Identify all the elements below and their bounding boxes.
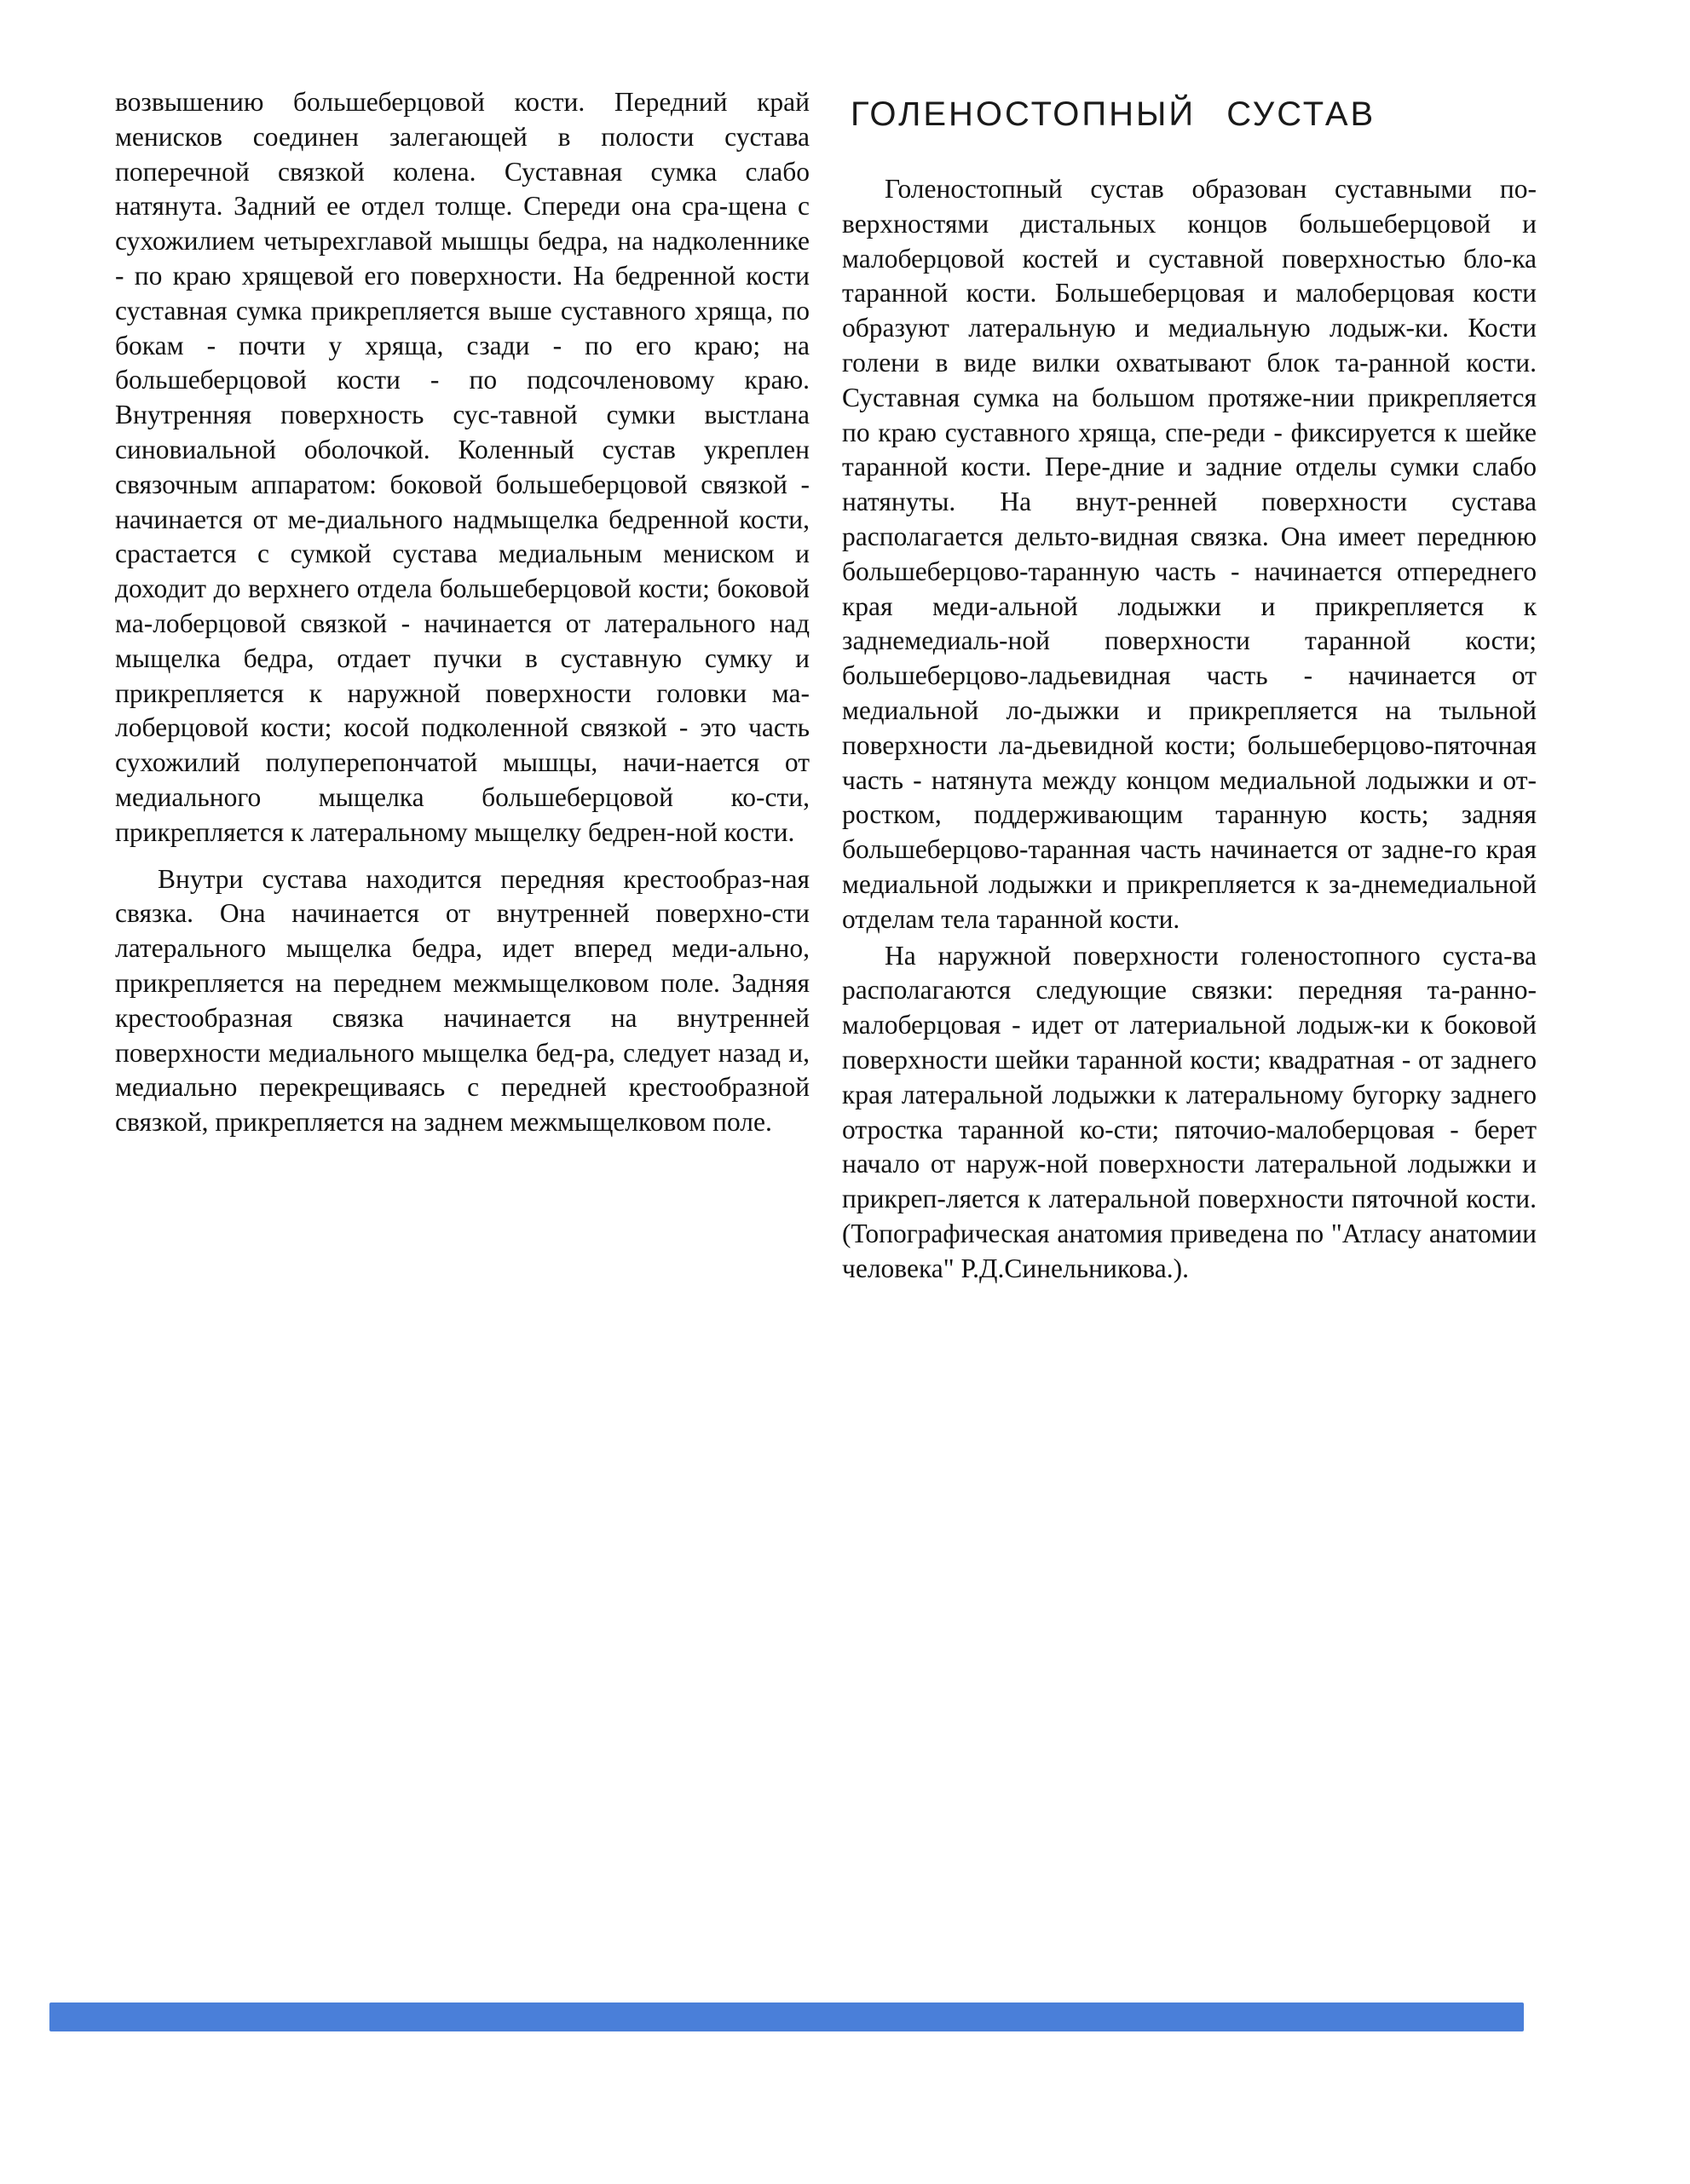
ankle-joint-paragraph-1: Голеностопный сустав образован суставными по-верхностями дистальных концов большеберцовой и малоберцовой костей и суставной поверхностью бло-ка таранной кости. Большеберцовая и малоберцовая кости образуют латеральную и медиальную лодыж-ки. Кости голени в виде вилки охватывают блок та-ранной кости. Суставная сумка на большом протяже-нии прикрепляется по краю суставного хряща, спе-реди - фиксируется к шейке таранной кости. Пере-дние и задние отделы сумки слабо натянуты. На внут-ренней поверхности сустава располагается дельто-видная связка. Она имеет переднюю большеберцово-таранную часть - начинается отпереднего края меди-альной лодыжки и прикрепляется к заднемедиаль-ной поверхности таранной кости; большеберцово-ладьевидная часть - начинается от медиальной ло-дыжки и прикрепляется на тыльной поверхности ла-дьевидной кости; большеберцово-пяточная часть - натянута между концом медиальной лодыжки и от-ростком, поддерживающим таранную кость; задняя большеберцово-таранная часть начинается от задне-го края медиальной лодыжки и прикрепляется к за-днемедиальной отделам тела таранной кости. xyxy=(842,174,1537,934)
left-text-column xyxy=(115,85,810,1140)
decorative-blue-band xyxy=(49,2002,1524,2031)
knee-joint-paragraph-2: Внутри сустава находится передняя крестообраз-ная связка. Она начинается от внутренней поверхно-сти латерального мыщелка бедра, идет вперед меди-ально, прикрепляется на переднем межмыщелковом поле. Задняя крестообразная связка начинается на внутренней поверхности медиального мыщелка бед-ра, следует назад и, медиально перекрещиваясь с передней крестообразной связкой, прикрепляется на заднем межмыщелковом поле. xyxy=(115,863,810,1138)
ankle-joint-paragraph-2: На наружной поверхности голеностопного суста-ва располагаются следующие связки: передняя та-ранно-малоберцовая - идет от латериальной лодыж-ки к боковой поверхности шейки таранной кости; квадратная - от заднего края латеральной лодыжки к латеральному бугорку заднего отростка таранной ко-сти; пяточио-малоберцовая - берет начало от наруж-ной поверхности латеральной лодыжки и прикреп-ляется к латеральной поверхности пяточной кости. (Топографическая анатомия приведена по "Атласу анатомии человека" Р.Д.Синельникова.). xyxy=(842,940,1537,1283)
section-heading: ГОЛЕНОСТОПНЫЙ СУСТАВ xyxy=(851,95,1376,133)
knee-joint-paragraph-1: возвышению большеберцовой кости. Передний край менисков соединен залегающей в полости сустава поперечной связкой колена. Суставная сумка слабо натянута. Задний ее отдел толще. Спереди она сра-щена с сухожилием четырехглавой мышцы бедра, на надколеннике - по краю хрящевой его поверхности. На бедренной кости суставная сумка прикрепляется выше суставного хряща, по бокам - почти у хряща, сзади - по его краю; на большеберцовой кости - по подсочленовому краю. Внутренняя поверхность сус-тавной сумки выстлана синовиальной оболочкой. Коленный сустав укреплен связочным аппаратом: боковой большеберцовой связкой - начинается от ме-диального надмыщелка бедренной кости, срастается с сумкой сустава медиальным мениском и доходит до верхнего отдела большеберцовой кости; боковой ма-лоберцовой связкой - начинается от латерального над мыщелка бедра, отдает пучки в суставную сумку и прикрепляется к наружной поверхности головки ма-лоберцовой кости; косой подколенной связкой - это часть сухожилий полуперепончатой мышцы, начи-нается от медиального мыщелка большеберцовой ко-сти, прикрепляется к латеральному мыщелку бедрен-ной кости. xyxy=(115,87,810,847)
right-text-column xyxy=(842,85,1537,1287)
